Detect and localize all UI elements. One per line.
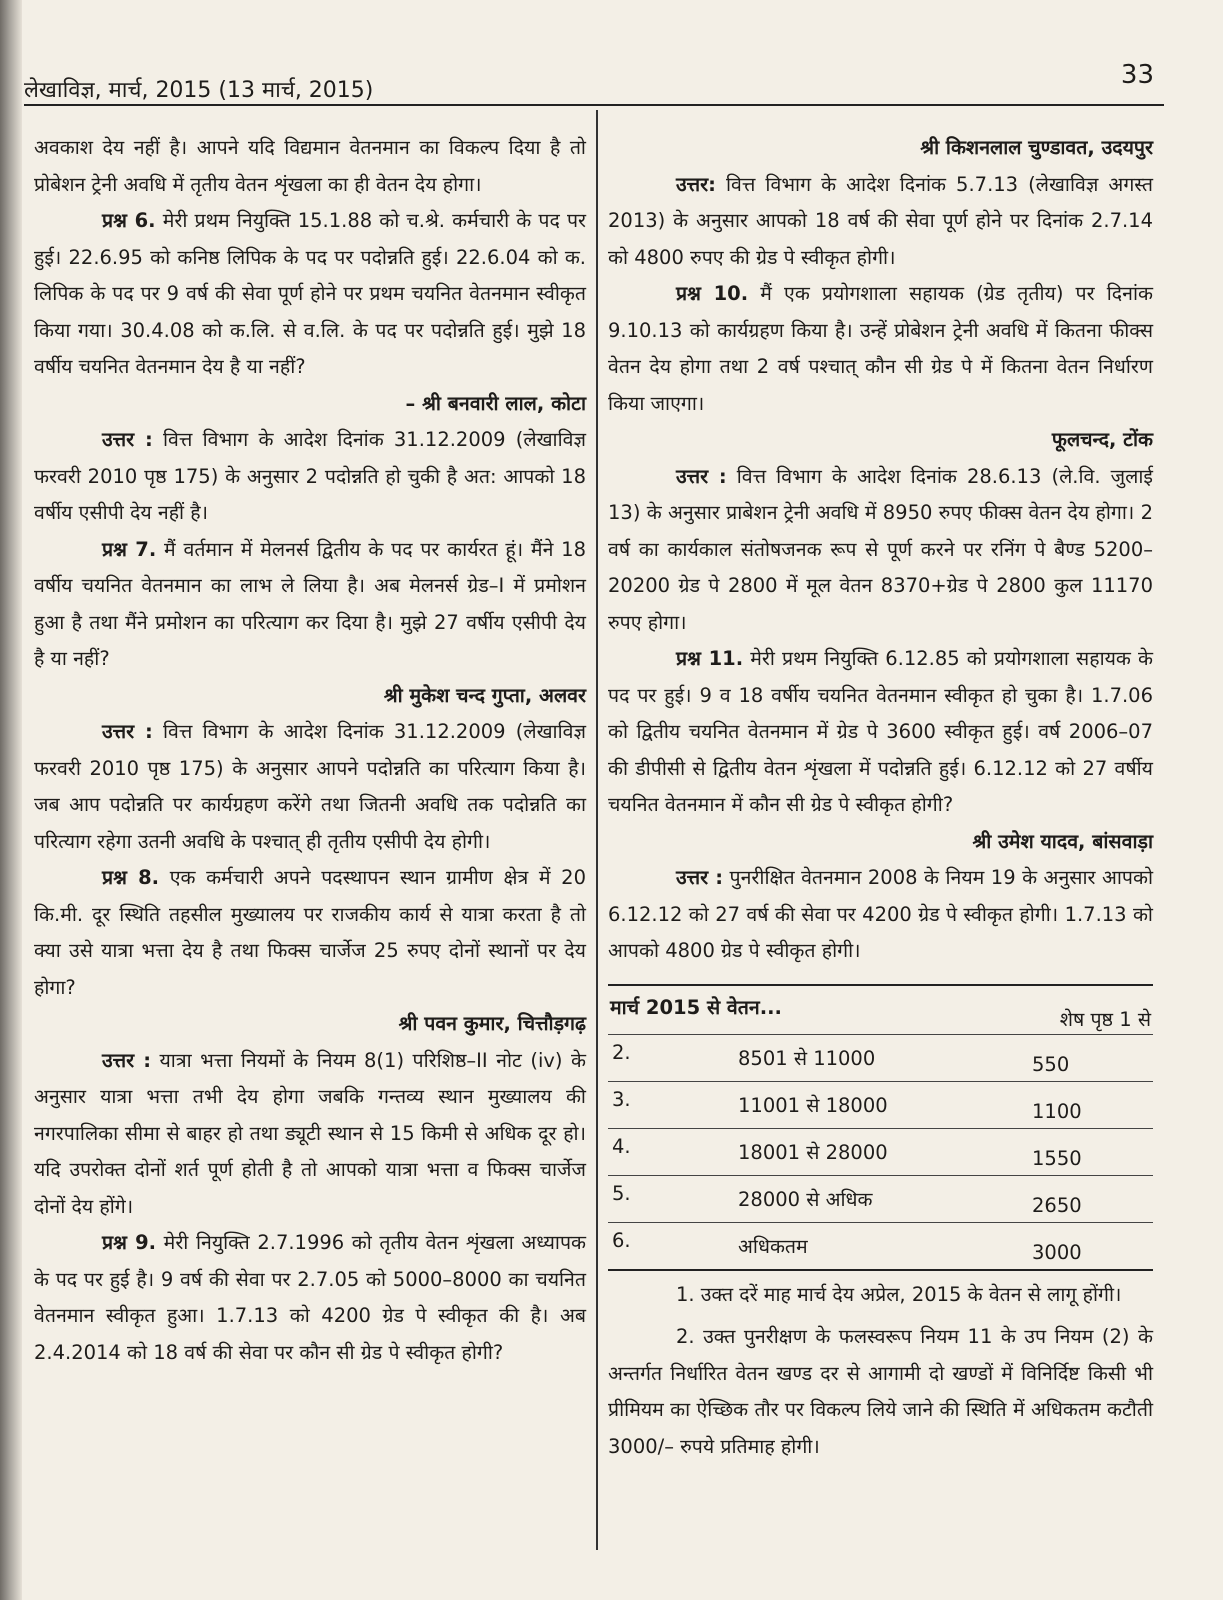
question-6-author: – श्री बनवारी लाल, कोटा xyxy=(405,391,586,415)
row-amount: 1100 xyxy=(1032,1099,1082,1123)
row-amount: 2650 xyxy=(1032,1193,1082,1217)
row-serial: 3. xyxy=(612,1087,631,1111)
question-label: प्रश्न 11. xyxy=(676,647,744,670)
question-text: मेरी नियुक्ति 2.7.1996 को तृतीय वेतन शृंखला अध्यापक के पद पर हुई है। 9 वर्ष की सेवा पर 2.7.05 को 5000–8000 का चयनित वेतनमान स्वीकृत हुआ। 1.7.13 को 4200 ग्रेड पे स्वीकृत की है। अब 2.4.2014 को 18 वर्ष की सेवा पर कौन सी ग्रेड पे स्वीकृत होगी? xyxy=(34,1231,586,1364)
answer-label: उत्तर: xyxy=(676,172,716,196)
row-serial: 2. xyxy=(612,1040,631,1064)
table-row xyxy=(608,1081,1153,1128)
page-header xyxy=(24,60,1154,108)
question-label: प्रश्न 7. xyxy=(102,537,157,561)
answer-11 xyxy=(608,860,1153,970)
question-9 xyxy=(34,1225,586,1371)
page-number: 33 xyxy=(1120,60,1154,90)
answer-label: उत्तर : xyxy=(102,1048,152,1072)
row-range: 28000 से अधिक xyxy=(738,1187,873,1211)
row-range: 18001 से 28000 xyxy=(738,1140,888,1164)
answer-10 xyxy=(608,459,1153,642)
question-text: मैं वर्तमान में मेलनर्स द्वितीय के पद पर कार्यरत हूं। मैंने 18 वर्षीय चयनित वेतनमान का लाभ ले लिया है। अब मेलनर्स ग्रेड–I में प्रमोशन हुआ है तथा मैंने प्रमोशन का परित्याग कर दिया है। मुझे 27 वर्षीय एसीपी देय है या नहीं? xyxy=(34,537,586,670)
row-range: 11001 से 18000 xyxy=(738,1093,888,1117)
answer-text: वित्त विभाग के आदेश दिनांक 31.12.2009 (लेखाविज्ञ फरवरी 2010 पृष्ठ 175) के अनुसार 2 पदोन्नति हो चुकी है अत: आपको 18 वर्षीय एसीपी देय नहीं है। xyxy=(34,428,586,524)
footnote-2: 2. उक्त पुनरीक्षण के फलस्वरूप नियम 11 के उप नियम (2) के अन्तर्गत निर्धारित वेतन खण्ड दर से आगामी दो खण्डों में विनिर्दिष्ट किसी भी प्रीमियम का ऐच्छिक तौर पर विकल्प लिये जाने की स्थिति में अधिकतम कटौती 3000/– रुपये प्रतिमाह होगी। xyxy=(608,1325,1153,1458)
continued-note: शेष पृष्ठ 1 से xyxy=(1059,1007,1151,1031)
answer-text: यात्रा भत्ता नियमों के नियम 8(1) परिशिष्ठ–II नोट (iv) के अनुसार यात्रा भत्ता तभी देय होगा जबकि गन्तव्य स्थान मुख्यालय की नगरपालिका सीमा से बाहर हो तथा ड्यूटी स्थान से 15 किमी से अधिक दूर हो। यदि उपरोक्त दोनों शर्त पूर्ण होती है तो आपको यात्रा भत्ता व फिक्स चार्जेज दोनों देय होंगे। xyxy=(34,1048,586,1218)
question-10-author: फूलचन्द, टोंक xyxy=(1051,428,1153,451)
question-text: एक कर्मचारी अपने पदस्थापन स्थान ग्रामीण क्षेत्र में 20 कि.मी. दूर स्थिति तहसील मुख्यालय पर राजकीय कार्य से यात्रा करता है तो क्या उसे यात्रा भत्ता देय है तथा फिक्स चार्जेज 25 रुपए दोनों स्थानों पर देय होगा? xyxy=(34,866,586,999)
table-header xyxy=(608,986,1153,1034)
question-7 xyxy=(34,532,586,678)
left-column xyxy=(34,130,586,1371)
column-divider xyxy=(596,110,598,1550)
question-text: मेरी प्रथम नियुक्ति 6.12.85 को प्रयोगशाला सहायक के पद पर हुई। 9 व 18 वर्षीय चयनित वेतनमान स्वीकृत हो चुका है। 1.7.06 को द्वितीय चयनित वेतनमान में ग्रेड पे 3600 स्वीकृत हुई। वर्ष 2006–07 की डीपीसी से द्वितीय वेतन शृंखला में पदोन्नति हुई। 6.12.12 को 27 वर्षीय चयनित वेतनमान में कौन सी ग्रेड पे स्वीकृत होगी? xyxy=(608,647,1153,816)
question-label: प्रश्न 10. xyxy=(676,282,749,305)
question-text: मेरी प्रथम नियुक्ति 15.1.88 को च.श्रे. कर्मचारी के पद पर हुई। 22.6.95 को कनिष्ठ लिपिक के पद पर पदोन्नति हुई। 22.6.04 को क. लिपिक के पद पर 9 वर्ष की सेवा पूर्ण होने पर प्रथम चयनित वेतनमान स्वीकृत किया गया। 30.4.08 को क.लि. से व.लि. के पद पर पदोन्नति हुई। मुझे 18 वर्षीय चयनित वेतनमान देय है या नहीं? xyxy=(34,209,586,378)
answer-7 xyxy=(34,714,586,860)
row-amount: 1550 xyxy=(1032,1146,1082,1170)
answer-8 xyxy=(34,1043,586,1226)
question-9-author: श्री किशनलाल चुण्डावत, उदयपुर xyxy=(920,136,1153,159)
question-11 xyxy=(608,641,1153,824)
footnote-1: 1. उक्त दरें माह मार्च देय अप्रेल, 2015 के वेतन से लागू होंगी। xyxy=(676,1282,1122,1306)
question-label: प्रश्न 8. xyxy=(102,866,160,889)
answer-text: वित्त विभाग के आदेश दिनांक 31.12.2009 (लेखाविज्ञ फरवरी 2010 पृष्ठ 175) के अनुसार आपने पदोन्नति का परित्याग किया है। जब आप पदोन्नति पर कार्यग्रहण करेंगे तथा जितनी अवधि तक पदोन्नति का परित्याग रहेगा उतनी अवधि के पश्चात् ही तृतीय एसीपी देय होगी। xyxy=(34,720,586,853)
table-row xyxy=(608,1222,1153,1271)
question-8 xyxy=(34,860,586,1006)
question-text: मैं एक प्रयोगशाला सहायक (ग्रेड तृतीय) पर दिनांक 9.10.13 को कार्यग्रहण किया है। उन्हें प्रोबेशन ट्रेनी अवधि में कितना फीक्स वेतन देय होगा तथा 2 वर्ष पश्चात् कौन सी ग्रेड पे में कितना वेतन निर्धारण किया जाएगा। xyxy=(608,282,1153,415)
answer-6 xyxy=(34,422,586,532)
answer-label: उत्तर : xyxy=(676,464,727,488)
answer-label: उत्तर : xyxy=(102,720,153,743)
question-label: प्रश्न 6. xyxy=(102,209,156,232)
continued-answer: अवकाश देय नहीं है। आपने यदि विद्यमान वेतनमान का विकल्प दिया है तो प्रोबेशन ट्रेनी अवधि में तृतीय वेतन शृंखला का ही वेतन देय होगा। xyxy=(34,136,586,196)
question-7-author: श्री मुकेश चन्द गुप्ता, अलवर xyxy=(383,683,586,707)
question-8-author: श्री पवन कुमार, चित्तौड़गढ़ xyxy=(398,1012,586,1035)
row-amount: 550 xyxy=(1032,1052,1070,1076)
question-10 xyxy=(608,276,1153,422)
row-range: 8501 से 11000 xyxy=(738,1046,876,1070)
answer-text: वित्त विभाग के आदेश दिनांक 28.6.13 (ले.वि. जुलाई 13) के अनुसार प्राबेशन ट्रेनी अवधि में 8950 रुपए फीक्स वेतन देय होगा। 2 वर्ष का कार्यकाल संतोषजनक रूप से पूर्ण करने पर रनिंग पे बैण्ड 5200–20200 ग्रेड पे 2800 में मूल वेतन 8370+ग्रेड पे 2800 कुल 11170 रुपए होगा। xyxy=(608,464,1153,634)
table-row xyxy=(608,1128,1153,1175)
row-serial: 6. xyxy=(612,1228,631,1252)
table-row xyxy=(608,1034,1153,1081)
question-6 xyxy=(34,203,586,386)
pay-rate-table xyxy=(608,984,1153,1271)
row-serial: 4. xyxy=(612,1134,631,1158)
answer-label: उत्तर : xyxy=(102,428,153,451)
row-amount: 3000 xyxy=(1032,1240,1082,1264)
answer-label: उत्तर : xyxy=(676,866,724,889)
answer-9 xyxy=(608,167,1153,277)
page-binding-shadow xyxy=(0,0,22,1600)
table-title: मार्च 2015 से वेतन... xyxy=(610,995,782,1019)
answer-text: पुनरीक्षित वेतनमान 2008 के नियम 19 के अनुसार आपको 6.12.12 को 27 वर्ष की सेवा पर 4200 ग्रेड पे स्वीकृत होगी। 1.7.13 को आपको 4800 ग्रेड पे स्वीकृत होगी। xyxy=(608,866,1153,962)
magazine-title: लेखाविज्ञ, मार्च, 2015 (13 मार्च, 2015) xyxy=(24,78,374,103)
row-range: अधिकतम xyxy=(738,1234,808,1258)
right-column xyxy=(608,130,1153,1465)
header-rule xyxy=(24,104,1164,106)
question-label: प्रश्न 9. xyxy=(102,1231,157,1254)
row-serial: 5. xyxy=(612,1181,631,1205)
answer-text: वित्त विभाग के आदेश दिनांक 5.7.13 (लेखाविज्ञ अगस्त 2013) के अनुसार आपको 18 वर्ष की सेवा पूर्ण होने पर दिनांक 2.7.14 को 4800 रुपए की ग्रेड पे स्वीकृत होगी। xyxy=(608,172,1153,269)
table-row xyxy=(608,1175,1153,1222)
question-11-author: श्री उमेश यादव, बांसवाड़ा xyxy=(972,829,1153,853)
